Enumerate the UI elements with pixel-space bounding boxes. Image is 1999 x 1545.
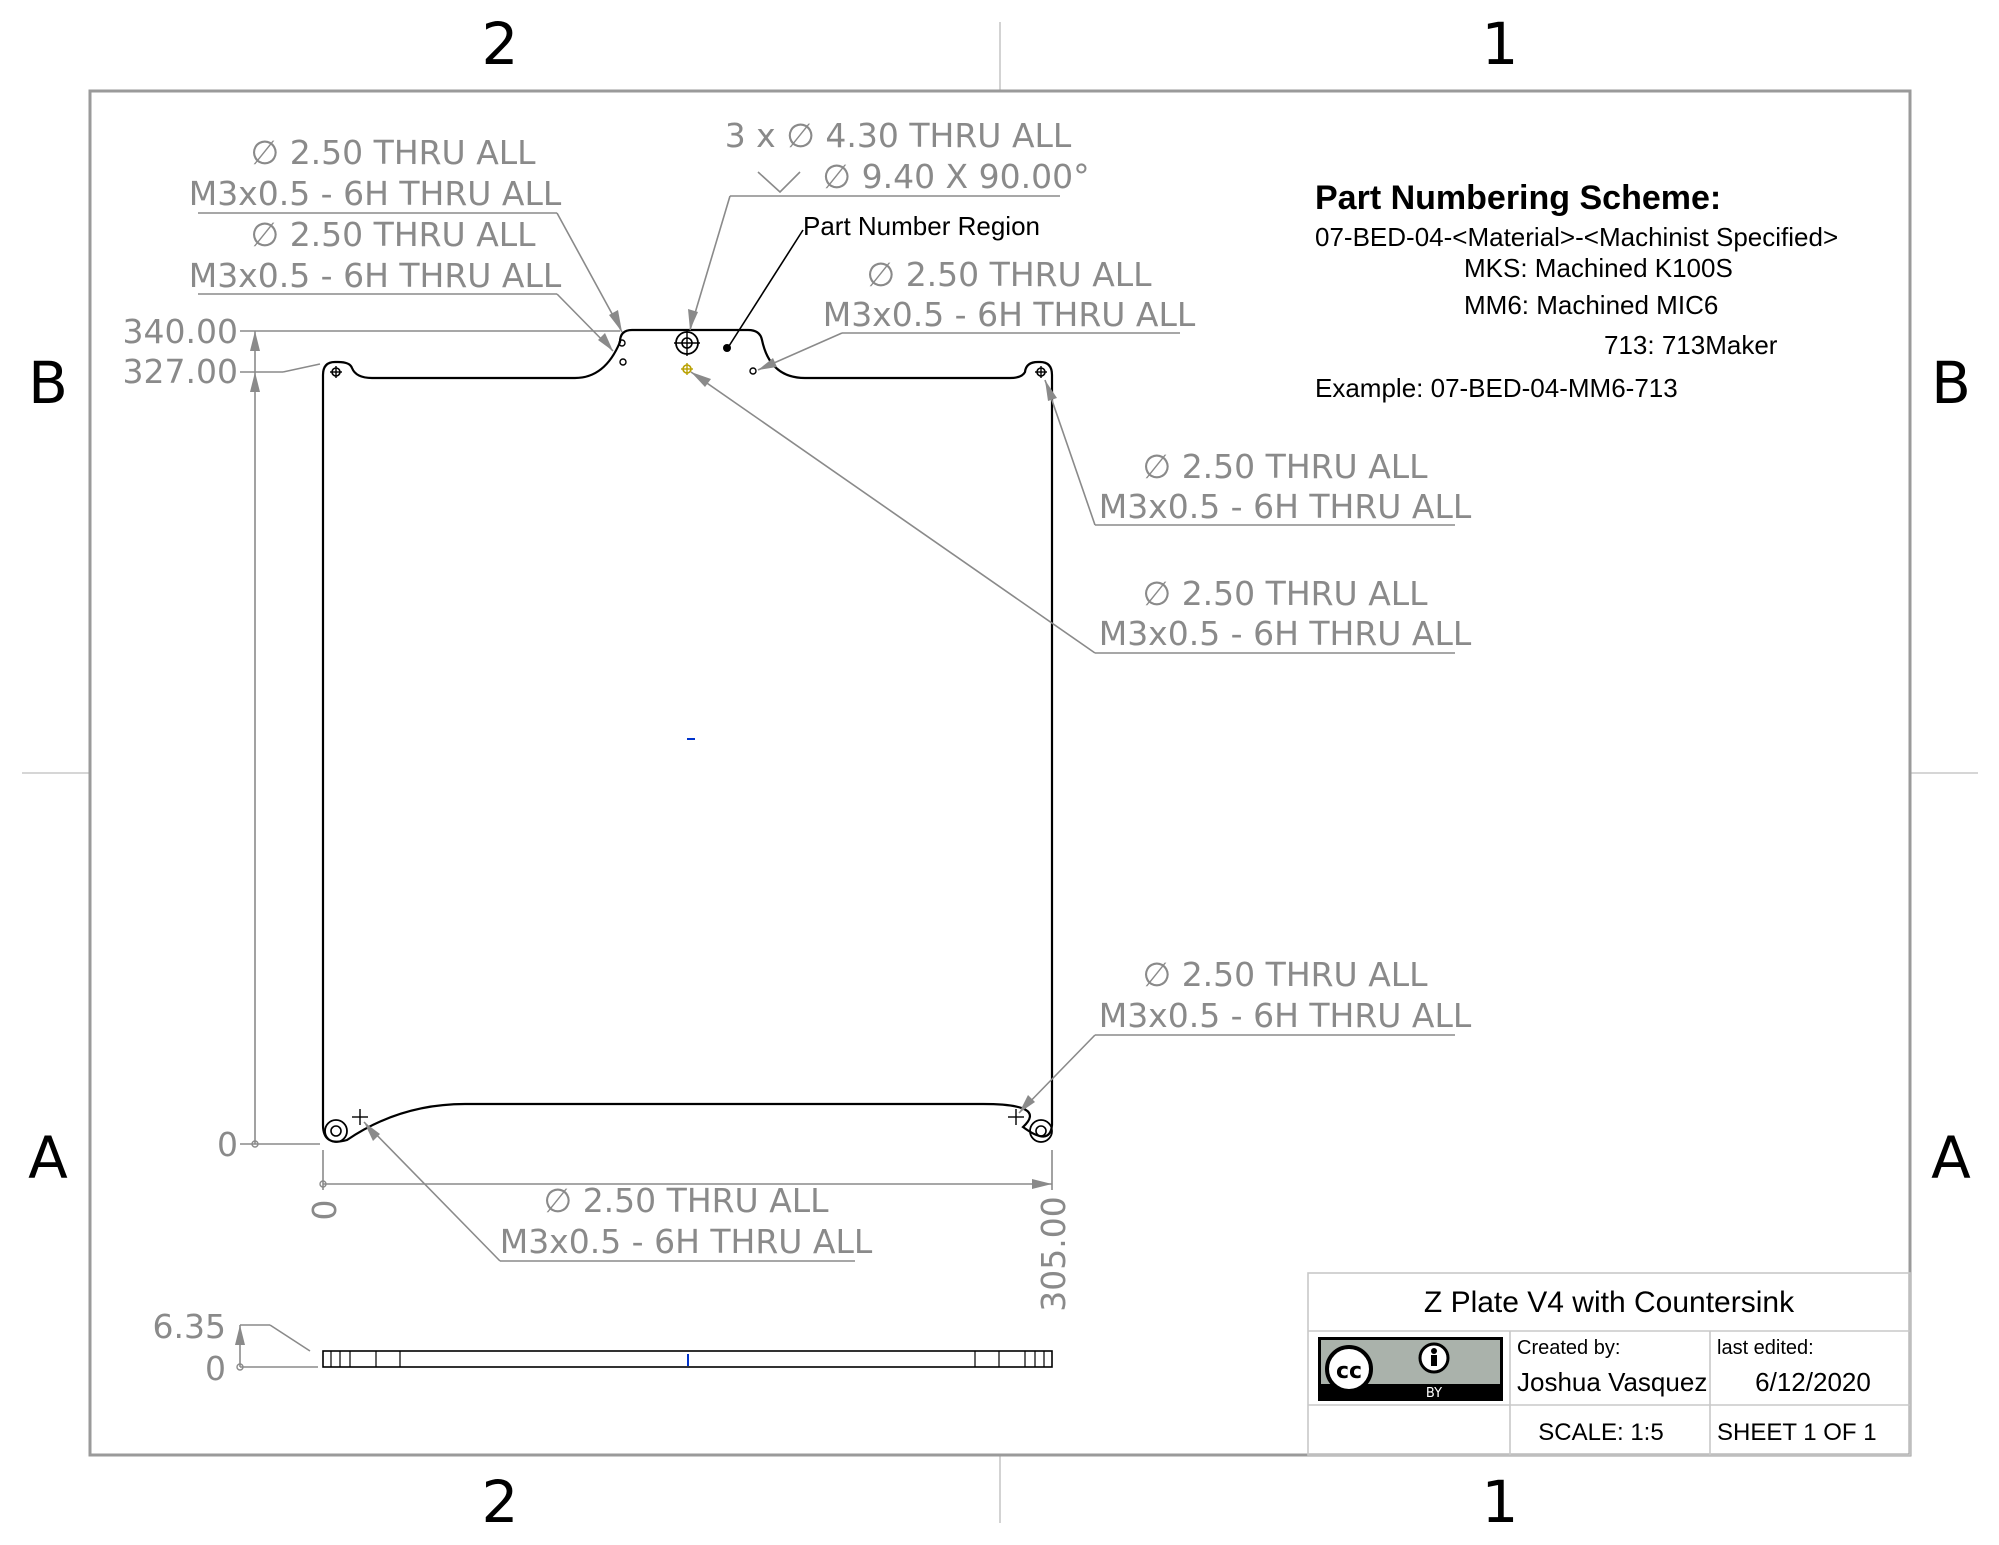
zone-label-bottom-1: 1 [1481,1468,1519,1536]
callout-countersink-line1: 3 x ∅ 4.30 THRU ALL [724,116,1072,155]
dim-y-0: 0 [217,1125,238,1164]
part-numbering-machinist-1: 713: 713Maker [1604,330,1778,360]
callout-top-right-line2: M3x0.5 - 6H THRU ALL [822,295,1196,334]
last-edited-label: last edited: [1717,1337,1814,1359]
callout-bottom-line1: ∅ 2.50 THRU ALL [543,1181,829,1220]
zone-label-top-2: 2 [481,10,519,78]
hole-center-mark [681,363,693,375]
callout-countersink [725,116,1090,196]
callout-right-2-line2: M3x0.5 - 6H THRU ALL [1098,614,1472,653]
callout-top-left-1-line1: ∅ 2.50 THRU ALL [250,133,536,172]
part-number-region-label: Part Number Region [803,211,1040,241]
part-numbering-title: Part Numbering Scheme: [1315,179,1722,217]
callout-right-2 [1099,574,1472,653]
holes [325,330,1052,1142]
callout-right-3 [1099,955,1472,1035]
svg-text:cc: cc [1335,1359,1363,1384]
title-block [1308,1273,1910,1455]
callout-right-1-line2: M3x0.5 - 6H THRU ALL [1098,487,1472,526]
hole-small-2 [620,359,626,365]
dim-327: 327.00 [122,352,238,391]
license-badge-text: BY [1425,1386,1443,1401]
hole-small-3 [750,368,756,374]
callout-right-1-line1: ∅ 2.50 THRU ALL [1142,447,1428,486]
callout-countersink-line2: ∅ 9.40 X 90.00° [822,157,1090,196]
countersink-hole-top [674,330,700,356]
callout-top-left-2-line1: ∅ 2.50 THRU ALL [250,215,536,254]
plate-side-view [323,1351,1052,1367]
hole-top-right [1035,366,1047,378]
countersink-hole-bottom-left [325,1120,347,1142]
last-edited-date: 6/12/2020 [1755,1367,1871,1397]
zone-label-right-a: A [1931,1124,1971,1192]
dim-x-0: 0 [305,1199,344,1221]
sheet-label: SHEET 1 OF 1 [1717,1419,1877,1446]
callout-bottom-line2: M3x0.5 - 6H THRU ALL [499,1222,873,1261]
callout-top-left-2 [189,215,562,295]
countersink-hole-bottom-right [1030,1120,1052,1142]
zone-label-left-b: B [28,349,68,417]
part-numbering-material-1: MKS: Machined K100S [1464,253,1733,283]
part-numbering-format: 07-BED-04-<Material>-<Machinist Specified> [1315,222,1839,252]
callout-top-left-2-line2: M3x0.5 - 6H THRU ALL [188,256,562,295]
zone-label-left-a: A [28,1124,68,1192]
dim-thickness-0: 0 [205,1349,226,1388]
part-numbering-example: Example: 07-BED-04-MM6-713 [1315,373,1678,403]
callout-top-left-1 [189,133,562,213]
zone-label-bottom-2: 2 [481,1468,519,1536]
zone-label-right-b: B [1931,349,1971,417]
part-numbering-material-2: MM6: Machined MIC6 [1464,290,1719,320]
part-numbering-note [1315,179,1838,403]
plate-top-view [323,330,1052,1142]
callout-right-1 [1099,447,1472,526]
dim-thickness: 6.35 [152,1307,226,1346]
leader-lines [198,172,1455,1261]
zone-label-top-1: 1 [1481,10,1519,78]
scale-label: SCALE: 1:5 [1538,1419,1664,1446]
callout-top-right [823,255,1196,334]
callout-top-left-1-line2: M3x0.5 - 6H THRU ALL [188,174,562,213]
cc-by-license-logo [1318,1337,1503,1401]
callout-bottom [500,1181,873,1261]
hole-top-left [330,366,342,378]
dim-340: 340.00 [122,312,238,351]
title-block-title: Z Plate V4 with Countersink [1423,1286,1795,1319]
callout-right-3-line1: ∅ 2.50 THRU ALL [1142,955,1428,994]
callout-top-right-line1: ∅ 2.50 THRU ALL [866,255,1152,294]
callout-right-2-line1: ∅ 2.50 THRU ALL [1142,574,1428,613]
author-name: Joshua Vasquez [1517,1367,1708,1397]
dim-305: 305.00 [1034,1196,1073,1312]
created-by-label: Created by: [1517,1337,1621,1359]
callout-right-3-line2: M3x0.5 - 6H THRU ALL [1098,996,1472,1035]
